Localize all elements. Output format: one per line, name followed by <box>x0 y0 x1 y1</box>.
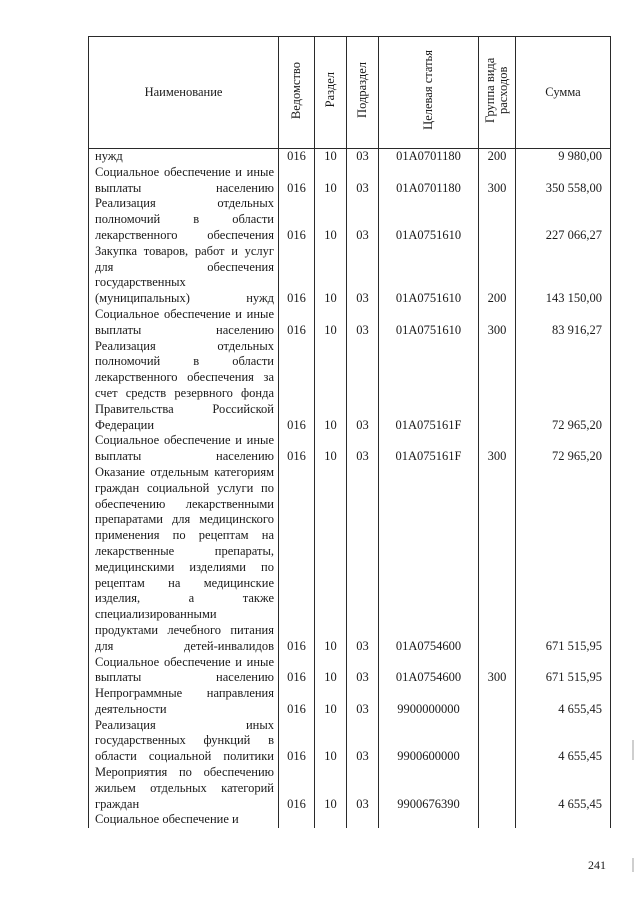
table-row <box>89 718 611 765</box>
cell-razdel: 10 <box>315 465 347 655</box>
cell-vedomstvo: 016 <box>279 165 315 197</box>
cell-name: Социальное обеспечение и иные выплаты населению <box>89 307 279 339</box>
cell-summa: 72 965,20 <box>516 339 611 434</box>
cell-vedomstvo: 016 <box>279 196 315 243</box>
cell-name: нужд <box>89 149 279 165</box>
cell-summa: 350 558,00 <box>516 165 611 197</box>
table-row <box>89 165 611 197</box>
cell-name: Непрограммные направления деятельности <box>89 686 279 718</box>
cell-podrazdel: 03 <box>347 339 379 434</box>
cell-celevaya-statya: 01А0751610 <box>379 307 479 339</box>
cell-vedomstvo: 016 <box>279 655 315 687</box>
cell-gruppa-vida-rashodov <box>479 812 516 828</box>
cell-vedomstvo: 016 <box>279 339 315 434</box>
cell-summa: 4 655,45 <box>516 765 611 812</box>
cell-razdel: 10 <box>315 718 347 765</box>
cell-celevaya-statya: 01А075161F <box>379 339 479 434</box>
cell-gruppa-vida-rashodov: 200 <box>479 149 516 165</box>
cell-summa: 4 655,45 <box>516 686 611 718</box>
cell-name: Социальное обеспечение и иные выплаты населению <box>89 165 279 197</box>
cell-name: Социальное обеспечение и иные выплаты населению <box>89 655 279 687</box>
cell-gruppa-vida-rashodov <box>479 718 516 765</box>
cell-celevaya-statya: 01А0751610 <box>379 196 479 243</box>
cell-razdel <box>315 812 347 828</box>
cell-celevaya-statya: 01А0701180 <box>379 165 479 197</box>
cell-name: Социальное обеспечение и <box>89 812 279 828</box>
cell-podrazdel: 03 <box>347 718 379 765</box>
header-razdel: Раздел <box>315 37 347 149</box>
table-row <box>89 765 611 812</box>
cell-podrazdel: 03 <box>347 686 379 718</box>
cell-vedomstvo: 016 <box>279 686 315 718</box>
cell-summa: 671 515,95 <box>516 465 611 655</box>
table-body <box>89 149 611 829</box>
cell-razdel: 10 <box>315 307 347 339</box>
cell-razdel: 10 <box>315 196 347 243</box>
scan-artifact-mark <box>632 858 634 872</box>
cell-gruppa-vida-rashodov <box>479 765 516 812</box>
cell-summa: 227 066,27 <box>516 196 611 243</box>
cell-gruppa-vida-rashodov: 300 <box>479 655 516 687</box>
cell-podrazdel: 03 <box>347 196 379 243</box>
cell-podrazdel: 03 <box>347 655 379 687</box>
cell-name: Реализация отдельных полномочий в области лекарственного обеспечения <box>89 196 279 243</box>
cell-podrazdel: 03 <box>347 149 379 165</box>
cell-name: Оказание отдельным категориям граждан социальной услуги по обеспечению лекарственными препаратами для медицинского применения по рецептам на лекарственные препараты, медицинскими изделиями по рецептам на медицинские изделия, а также специализированными продуктами лечебного питания для детей-инвалидов <box>89 465 279 655</box>
cell-razdel: 10 <box>315 149 347 165</box>
cell-celevaya-statya: 01А0754600 <box>379 655 479 687</box>
cell-podrazdel: 03 <box>347 465 379 655</box>
table-header <box>89 37 611 149</box>
cell-podrazdel: 03 <box>347 433 379 465</box>
cell-razdel: 10 <box>315 244 347 307</box>
cell-celevaya-statya: 01А0701180 <box>379 149 479 165</box>
cell-podrazdel: 03 <box>347 165 379 197</box>
cell-name: Реализация иных государственных функций в области социальной политики <box>89 718 279 765</box>
cell-podrazdel <box>347 812 379 828</box>
header-celevaya-statya: Целевая статья <box>379 37 479 149</box>
cell-gruppa-vida-rashodov: 300 <box>479 307 516 339</box>
cell-vedomstvo: 016 <box>279 244 315 307</box>
cell-vedomstvo: 016 <box>279 307 315 339</box>
table-row <box>89 465 611 655</box>
cell-razdel: 10 <box>315 165 347 197</box>
table-row <box>89 433 611 465</box>
cell-razdel: 10 <box>315 339 347 434</box>
cell-celevaya-statya: 9900600000 <box>379 718 479 765</box>
cell-summa: 4 655,45 <box>516 718 611 765</box>
table-row <box>89 196 611 243</box>
header-gruppa-vida-rashodov: Группа вида расходов <box>479 37 516 149</box>
budget-table <box>88 36 611 828</box>
cell-celevaya-statya: 01А0751610 <box>379 244 479 307</box>
cell-celevaya-statya: 9900000000 <box>379 686 479 718</box>
cell-podrazdel: 03 <box>347 307 379 339</box>
cell-name: Социальное обеспечение и иные выплаты населению <box>89 433 279 465</box>
table-row <box>89 244 611 307</box>
header-podrazdel: Подраздел <box>347 37 379 149</box>
table-row <box>89 686 611 718</box>
cell-razdel: 10 <box>315 655 347 687</box>
cell-gruppa-vida-rashodov: 200 <box>479 244 516 307</box>
cell-name: Мероприятия по обеспечению жильем отдельных категорий граждан <box>89 765 279 812</box>
cell-vedomstvo: 016 <box>279 765 315 812</box>
table-row <box>89 339 611 434</box>
cell-gruppa-vida-rashodov <box>479 196 516 243</box>
cell-celevaya-statya: 01А0754600 <box>379 465 479 655</box>
cell-summa: 9 980,00 <box>516 149 611 165</box>
cell-summa: 671 515,95 <box>516 655 611 687</box>
cell-summa <box>516 812 611 828</box>
cell-vedomstvo: 016 <box>279 465 315 655</box>
cell-gruppa-vida-rashodov <box>479 465 516 655</box>
cell-gruppa-vida-rashodov <box>479 339 516 434</box>
table-row <box>89 149 611 165</box>
cell-celevaya-statya <box>379 812 479 828</box>
cell-celevaya-statya: 01А075161F <box>379 433 479 465</box>
table-row <box>89 655 611 687</box>
cell-razdel: 10 <box>315 433 347 465</box>
cell-gruppa-vida-rashodov: 300 <box>479 433 516 465</box>
cell-vedomstvo <box>279 812 315 828</box>
header-vedomstvo: Ведомство <box>279 37 315 149</box>
scan-artifact-mark <box>632 740 634 760</box>
cell-razdel: 10 <box>315 686 347 718</box>
cell-gruppa-vida-rashodov: 300 <box>479 165 516 197</box>
cell-vedomstvo: 016 <box>279 718 315 765</box>
header-summa: Сумма <box>516 37 611 149</box>
cell-celevaya-statya: 9900676390 <box>379 765 479 812</box>
cell-name: Реализация отдельных полномочий в области лекарственного обеспечения за счет средств резервного фонда Правительства Российской Федерации <box>89 339 279 434</box>
cell-podrazdel: 03 <box>347 244 379 307</box>
cell-name: Закупка товаров, работ и услуг для обеспечения государственных (муниципальных) нужд <box>89 244 279 307</box>
cell-razdel: 10 <box>315 765 347 812</box>
cell-vedomstvo: 016 <box>279 433 315 465</box>
header-name: Наименование <box>89 37 279 149</box>
cell-summa: 83 916,27 <box>516 307 611 339</box>
cell-podrazdel: 03 <box>347 765 379 812</box>
cell-summa: 143 150,00 <box>516 244 611 307</box>
page-number: 241 <box>588 858 606 872</box>
cell-gruppa-vida-rashodov <box>479 686 516 718</box>
table-row <box>89 307 611 339</box>
cell-summa: 72 965,20 <box>516 433 611 465</box>
table-row <box>89 812 611 828</box>
cell-vedomstvo: 016 <box>279 149 315 165</box>
